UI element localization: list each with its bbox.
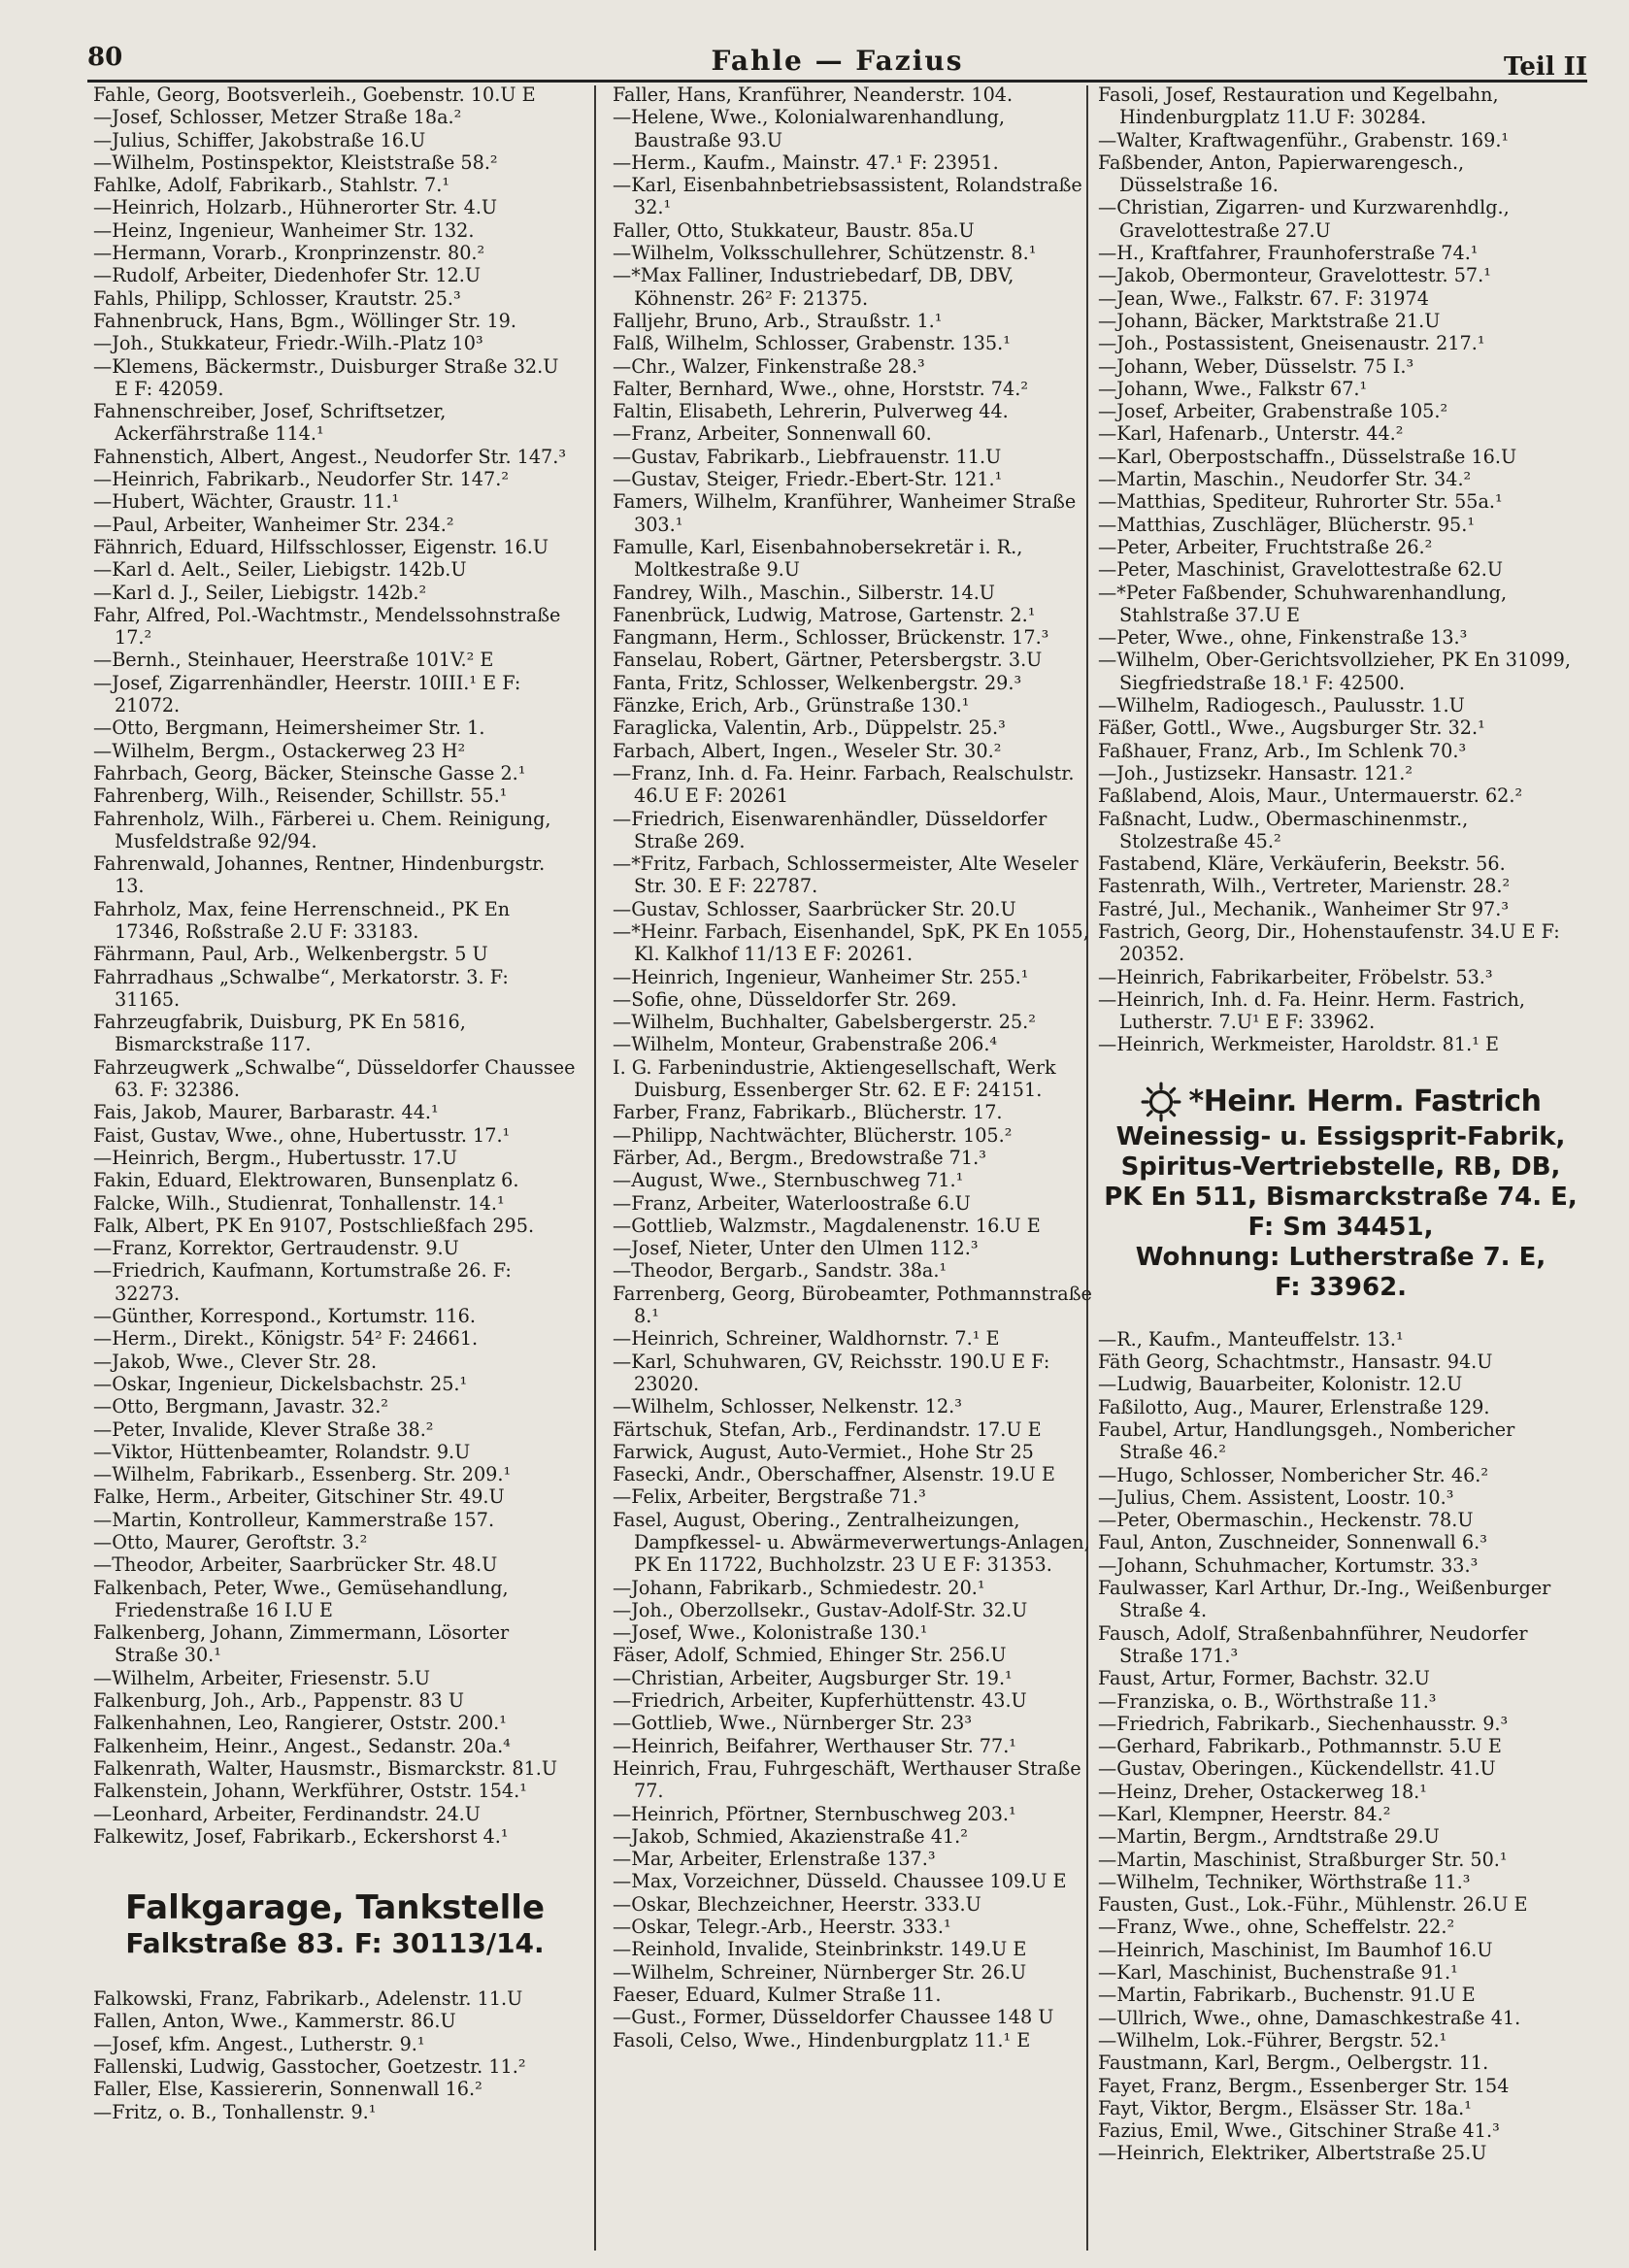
- directory-entry: —Bernh., Steinhauer, Heerstraße 101V.² E: [93, 649, 494, 672]
- directory-entry: —Gustav, Steiger, Friedr.-Ebert-Str. 121.¹: [613, 468, 1003, 491]
- directory-entry: Fastré, Jul., Mechanik., Wanheimer Str 97.³: [1098, 897, 1510, 920]
- directory-entry: —R., Kaufm., Manteuffelstr. 13.¹: [1098, 1327, 1404, 1351]
- directory-entry: —Josef, Schlosser, Metzer Straße 18a.²: [93, 106, 462, 129]
- directory-entry: Fasoli, Josef, Restauration und Kegelbahn, Hindenburgplatz 11.U F: 30284.: [1098, 83, 1499, 129]
- directory-entry: —Heinz, Dreher, Ostackerweg 18.¹: [1098, 1780, 1427, 1803]
- directory-entry: I. G. Farbenindustrie, Aktiengesellschaft, Werk Duisburg, Essenberger Str. 62. E F: 24151.: [613, 1055, 1056, 1102]
- directory-entry: Fausten, Gust., Lok.-Führ., Mühlenstr. 26.U E: [1098, 1893, 1528, 1917]
- directory-entry: Fahrzeugfabrik, Duisburg, PK En 5816, Bismarckstraße 117.: [93, 1011, 466, 1056]
- directory-entry: —Otto, Maurer, Geroftstr. 3.²: [93, 1531, 368, 1553]
- directory-entry: —Martin, Maschin., Neudorfer Str. 34.²: [1098, 468, 1472, 491]
- directory-entry: —Heinrich, Bergm., Hubertusstr. 17.U: [93, 1146, 458, 1169]
- directory-entry: Falkenstein, Johann, Werkführer, Oststr. 154.¹: [93, 1780, 527, 1803]
- directory-entry: Fäser, Adolf, Schmied, Ehinger Str. 256.U: [613, 1644, 1007, 1667]
- directory-entry: Fakin, Eduard, Elektrowaren, Bunsenplatz 6.: [93, 1169, 519, 1192]
- directory-entry: Faßhauer, Franz, Arb., Im Schlenk 70.³: [1098, 739, 1467, 762]
- directory-entry: Falkenheim, Heinr., Angest., Sedanstr. 20a.⁴: [93, 1734, 511, 1757]
- directory-entry: Falkenhahnen, Leo, Rangierer, Oststr. 200.¹: [93, 1712, 507, 1735]
- directory-entry: Faubel, Artur, Handlungsgeh., Nombericher Straße 46.²: [1098, 1418, 1515, 1464]
- ad-line: Weinessig- u. Essigsprit-Fabrik,: [1115, 1121, 1566, 1151]
- directory-entry: —Karl d. J., Seiler, Liebigstr. 142b.²: [93, 581, 427, 604]
- directory-entry: Fazius, Emil, Wwe., Gitschiner Straße 41.³: [1098, 2119, 1500, 2143]
- directory-entry: —*Peter Faßbender, Schuhwarenhandlung, Stahlstraße 37.U E: [1098, 581, 1508, 626]
- directory-entry: —Theodor, Bergarb., Sandstr. 38a.¹: [613, 1259, 947, 1283]
- directory-entry: —Johann, Wwe., Falkstr 67.¹: [1098, 377, 1368, 400]
- directory-entry: —Wilhelm, Ober-Gerichtsvollzieher, PK En 31099, Siegfriedstraße 18.¹ F: 42500.: [1098, 649, 1571, 694]
- directory-entry: —*Heinr. Farbach, Eisenhandel, SpK, PK En 1055, Kl. Kalkhof 11/13 E F: 20261.: [613, 919, 1089, 966]
- directory-entry: —Karl, Maschinist, Buchenstraße 91.¹: [1098, 1961, 1458, 1984]
- directory-entry: —Heinrich, Beifahrer, Werthauser Str. 77.¹: [613, 1734, 1017, 1757]
- directory-entry: —Joh., Oberzollsekr., Gustav-Adolf-Str. 32.U: [613, 1598, 1028, 1621]
- directory-entry: Faul, Anton, Zuschneider, Sonnenwall 6.³: [1098, 1531, 1487, 1554]
- directory-entry: Famulle, Karl, Eisenbahnobersekretär i. R., Moltkestraße 9.U: [613, 535, 1023, 582]
- directory-entry: —Karl, Schuhwaren, GV, Reichsstr. 190.U E F: 23020.: [613, 1350, 1050, 1395]
- directory-entry: —Wilhelm, Techniker, Wörthstraße 11.³: [1098, 1870, 1471, 1893]
- directory-entry: —Oskar, Telegr.-Arb., Heerstr. 333.¹: [613, 1916, 951, 1939]
- directory-entry: Farber, Franz, Fabrikarb., Blücherstr. 17.: [613, 1101, 1003, 1124]
- directory-entry: —Matthias, Zuschläger, Blücherstr. 95.¹: [1098, 513, 1476, 536]
- part-label: Teil II: [1503, 52, 1587, 82]
- directory-entry: —Heinrich, Schreiner, Waldhornstr. 7.¹ E: [613, 1327, 1000, 1351]
- directory-entry: —Reinhold, Invalide, Steinbrinkstr. 149.U E: [613, 1938, 1027, 1961]
- directory-entry: Falß, Wilhelm, Schlosser, Grabenstr. 135.¹: [613, 332, 1011, 355]
- directory-entry: Fandrey, Wilh., Maschin., Silberstr. 14.U: [613, 581, 995, 604]
- directory-entry: —Peter, Maschinist, Gravelottestraße 62.U: [1098, 558, 1504, 582]
- directory-entry: Faltin, Elisabeth, Lehrerin, Pulverweg 44.: [613, 400, 1009, 423]
- directory-entry: Faller, Hans, Kranführer, Neanderstr. 104.: [613, 83, 1014, 106]
- directory-entry: —Gerhard, Fabrikarb., Pothmannstr. 5.U E: [1098, 1735, 1502, 1758]
- directory-entry: —Ludwig, Bauarbeiter, Kolonistr. 12.U: [1098, 1373, 1463, 1396]
- directory-entry: —Wilhelm, Monteur, Grabenstraße 206.⁴: [613, 1033, 998, 1056]
- directory-entry: Fahrzeugwerk „Schwalbe“, Düsseldorfer Chaussee 63. F: 32386.: [93, 1055, 576, 1102]
- ad-line: PK En 511, Bismarckstraße 74. E,: [1104, 1182, 1578, 1212]
- directory-entry: Färber, Ad., Bergm., Bredowstraße 71.³: [613, 1146, 986, 1169]
- ad-line: Spiritus-Vertriebstelle, RB, DB,: [1120, 1151, 1561, 1182]
- directory-entry: —Heinrich, Pförtner, Sternbuschweg 203.¹: [613, 1802, 1016, 1825]
- directory-entry: —Heinrich, Inh. d. Fa. Heinr. Herm. Fastrich, Lutherstr. 7.U¹ E F: 33962.: [1098, 987, 1526, 1034]
- directory-entry: —Christian, Arbeiter, Augsburger Str. 19.¹: [613, 1666, 1013, 1689]
- directory-entry: —Friedrich, Kaufmann, Kortumstraße 26. F: 32273.: [93, 1259, 512, 1305]
- directory-entry: Fasecki, Andr., Oberschaffner, Alsenstr. 19.U E: [613, 1463, 1055, 1486]
- directory-entry: —Paul, Arbeiter, Wanheimer Str. 234.²: [93, 513, 454, 536]
- directory-entry: —Franz, Wwe., ohne, Scheffelstr. 22.²: [1098, 1916, 1455, 1939]
- directory-entry: Falkenrath, Walter, Hausmstr., Bismarckstr. 81.U: [93, 1756, 558, 1780]
- page-number: 80: [87, 43, 123, 72]
- directory-entry: —Klemens, Bäckermstr., Duisburger Straße 32.U E F: 42059.: [93, 354, 559, 400]
- ad-title: *Heinr. Herm. Fastrich: [1188, 1084, 1542, 1118]
- directory-column-1: [93, 83, 577, 2258]
- directory-entry: —Heinrich, Holzarb., Hühnerorter Str. 4.U: [93, 196, 498, 219]
- directory-entry: —Hubert, Wächter, Graustr. 11.¹: [93, 490, 400, 514]
- directory-entry: —Joh., Postassistent, Gneisenaustr. 217.¹: [1098, 332, 1485, 355]
- directory-entry: —Oskar, Ingenieur, Dickelsbachstr. 25.¹: [93, 1372, 468, 1395]
- directory-entry: —Gustav, Fabrikarb., Liebfrauenstr. 11.U: [613, 445, 1002, 468]
- directory-entry: —Johann, Weber, Düsselstr. 75 I.³: [1098, 354, 1414, 378]
- directory-entry: —Julius, Schiffer, Jakobstraße 16.U: [93, 128, 426, 151]
- directory-entry: Faeser, Eduard, Kulmer Straße 11.: [613, 1983, 942, 2006]
- directory-entry: —Franz, Arbeiter, Sonnenwall 60.: [613, 422, 932, 446]
- directory-entry: Fastenrath, Wilh., Vertreter, Marienstr. 28.²: [1098, 875, 1511, 898]
- directory-entry: Faller, Else, Kassiererin, Sonnenwall 16.²: [93, 2078, 482, 2101]
- directory-entry: —Helene, Wwe., Kolonialwarenhandlung, Baustraße 93.U: [613, 106, 1006, 151]
- directory-entry: —Friedrich, Eisenwarenhändler, Düsseldorfer Straße 269.: [613, 807, 1047, 852]
- directory-entry: —Fritz, o. B., Tonhallenstr. 9.¹: [93, 2100, 377, 2123]
- directory-entry: —Peter, Arbeiter, Fruchtstraße 26.²: [1098, 535, 1433, 558]
- directory-entry: —Heinrich, Fabrikarbeiter, Fröbelstr. 53.³: [1098, 965, 1493, 988]
- directory-entry: —Wilhelm, Radiogesch., Paulusstr. 1.U: [1098, 694, 1465, 717]
- directory-entry: —Franz, Arbeiter, Waterloostraße 6.U: [613, 1191, 971, 1215]
- directory-entry: Falljehr, Bruno, Arb., Straußstr. 1.¹: [613, 309, 943, 332]
- directory-entry: —Gustav, Schlosser, Saarbrücker Str. 20.U: [613, 897, 1016, 920]
- directory-entry: —Herm., Kaufm., Mainstr. 47.¹ F: 23951.: [613, 150, 999, 174]
- directory-entry: Farbach, Albert, Ingen., Weseler Str. 30.²: [613, 739, 1002, 762]
- directory-entry: Faßbender, Anton, Papierwarengesch., Düsselstraße 16.: [1098, 150, 1465, 197]
- directory-entry: —Ullrich, Wwe., ohne, Damaschkestraße 41.: [1098, 2006, 1521, 2029]
- directory-column-3: [1098, 83, 1583, 2258]
- directory-entry: —Karl, Klempner, Heerstr. 84.²: [1098, 1803, 1391, 1825]
- directory-entry: —Friedrich, Fabrikarb., Siechenhausstr. 9.³: [1098, 1712, 1509, 1735]
- directory-entry: Faßnacht, Ludw., Obermaschinenmstr., Stolzestraße 45.²: [1098, 807, 1469, 852]
- directory-entry: —Theodor, Arbeiter, Saarbrücker Str. 48.U: [93, 1553, 498, 1577]
- column-divider: [594, 85, 596, 2251]
- directory-column-2: [613, 83, 1098, 2258]
- directory-entry: —Jakob, Wwe., Clever Str. 28.: [93, 1350, 378, 1373]
- directory-entry: Faist, Gustav, Wwe., ohne, Hubertusstr. 17.¹: [93, 1123, 511, 1147]
- directory-entry: —Johann, Bäcker, Marktstraße 21.U: [1098, 309, 1441, 332]
- directory-entry: Fanta, Fritz, Schlosser, Welkenbergstr. 29.³: [613, 671, 1022, 694]
- directory-entry: Faraglicka, Valentin, Arb., Düppelstr. 25.³: [613, 717, 1006, 740]
- directory-entry: Falkowski, Franz, Fabrikarb., Adelenstr. 11.U: [93, 1987, 523, 2011]
- directory-entry: —Heinz, Ingenieur, Wanheimer Str. 132.: [93, 218, 475, 242]
- directory-entry: Fahnenbruck, Hans, Bgm., Wöllinger Str. 19.: [93, 309, 516, 332]
- falkgarage-advertisement: [93, 1888, 577, 1960]
- directory-entry: —Josef, kfm. Angest., Lutherstr. 9.¹: [93, 2032, 425, 2055]
- page-title: Fahle — Fazius: [711, 45, 964, 77]
- directory-entry: —Wilhelm, Schreiner, Nürnberger Str. 26.U: [613, 1960, 1027, 1984]
- directory-entry: —Julius, Chem. Assistent, Loostr. 10.³: [1098, 1485, 1454, 1509]
- directory-entry: —Josef, Nieter, Unter den Ulmen 112.³: [613, 1237, 979, 1260]
- directory-entry: Fallenski, Ludwig, Gasstocher, Goetzestr. 11.²: [93, 2055, 526, 2079]
- directory-entry: Fahrenholz, Wilh., Färberei u. Chem. Reinigung, Musfeldstraße 92/94.: [93, 807, 551, 852]
- directory-entry: —Sofie, ohne, Düsseldorfer Str. 269.: [613, 987, 957, 1011]
- directory-entry: —Wilhelm, Bergm., Ostackerweg 23 H²: [93, 739, 466, 762]
- directory-entry: —Christian, Zigarren- und Kurzwarenhdlg., Gravelottestraße 27.U: [1098, 196, 1510, 242]
- directory-entry: Farwick, August, Auto-Vermiet., Hohe Str 25: [613, 1440, 1034, 1463]
- directory-entry: —Heinrich, Ingenieur, Wanheimer Str. 255.¹: [613, 965, 1029, 988]
- ad-line: Wohnung: Lutherstraße 7. E,: [1135, 1242, 1546, 1272]
- directory-entry: Fahle, Georg, Bootsverleih., Goebenstr. 10.U E: [93, 83, 536, 106]
- directory-entry: —Oskar, Blechzeichner, Heerstr. 333.U: [613, 1892, 981, 1916]
- directory-entry: Fastabend, Kläre, Verkäuferin, Beekstr. 56.: [1098, 852, 1506, 876]
- directory-entry: Fanselau, Robert, Gärtner, Petersbergstr. 3.U: [613, 649, 1043, 672]
- directory-entry: —Gust., Former, Düsseldorfer Chaussee 148 U: [613, 2006, 1054, 2029]
- directory-entry: Fahrradhaus „Schwalbe“, Merkatorstr. 3. F: 31165.: [93, 965, 509, 1011]
- directory-entry: —H., Kraftfahrer, Fraunhoferstraße 74.¹: [1098, 242, 1479, 265]
- directory-entry: —Matthias, Spediteur, Ruhrorter Str. 55a.¹: [1098, 490, 1503, 514]
- directory-entry: —Felix, Arbeiter, Bergstraße 71.³: [613, 1485, 926, 1509]
- page-header: [87, 35, 1587, 83]
- directory-entry: —Otto, Bergmann, Heimersheimer Str. 1.: [93, 717, 485, 740]
- directory-entry: —Rudolf, Arbeiter, Diedenhofer Str. 12.U: [93, 264, 482, 287]
- directory-entry: Fasoli, Celso, Wwe., Hindenburgplatz 11.¹ E: [613, 2028, 1031, 2051]
- directory-entry: Fastrich, Georg, Dir., Hohenstaufenstr. 34.U E F: 20352.: [1098, 919, 1560, 966]
- directory-entry: —Peter, Wwe., ohne, Finkenstraße 13.³: [1098, 626, 1468, 650]
- directory-entry: —Franziska, o. B., Wörthstraße 11.³: [1098, 1689, 1437, 1713]
- directory-entry: Fanenbrück, Ludwig, Matrose, Gartenstr. 2.¹: [613, 603, 1036, 626]
- directory-entry: Faßlabend, Alois, Maur., Untermauerstr. 62.²: [1098, 784, 1523, 808]
- directory-entry: Fahnenschreiber, Josef, Schriftsetzer, Ackerfährstraße 114.¹: [93, 400, 447, 446]
- directory-entry: —Heinrich, Elektriker, Albertstraße 25.U: [1098, 2142, 1487, 2165]
- directory-entry: Faller, Otto, Stukkateur, Baustr. 85a.U: [613, 218, 975, 242]
- directory-entry: Färtschuk, Stefan, Arb., Ferdinandstr. 17.U E: [613, 1418, 1042, 1441]
- ad-title: Falkgarage, Tankstelle: [124, 1888, 546, 1928]
- directory-entry: —Hermann, Vorarb., Kronprinzenstr. 80.²: [93, 242, 485, 265]
- directory-entry: Fayet, Franz, Bergm., Essenberger Str. 154: [1098, 2074, 1510, 2097]
- directory-entry: Fahrenwald, Johannes, Rentner, Hindenburgstr. 13.: [93, 852, 546, 898]
- directory-entry: Heinrich, Frau, Fuhrgeschäft, Werthauser Straße 77.: [613, 1756, 1081, 1803]
- directory-entry: Fais, Jakob, Maurer, Barbarastr. 44.¹: [93, 1101, 439, 1124]
- directory-entry: —Wilhelm, Arbeiter, Friesenstr. 5.U: [93, 1666, 431, 1689]
- directory-entry: —Gottlieb, Walzmstr., Magdalenenstr. 16.U E: [613, 1214, 1041, 1237]
- ad-line: F: Sm 34451,: [1247, 1212, 1434, 1242]
- sunburst-logo-icon: [1141, 1082, 1181, 1122]
- directory-entry: —Jakob, Obermonteur, Gravelottestr. 57.¹: [1098, 264, 1491, 287]
- directory-entry: —Franz, Korrektor, Gertraudenstr. 9.U: [93, 1237, 459, 1260]
- directory-entry: —Karl d. Aelt., Seiler, Liebigstr. 142b.U: [93, 558, 467, 582]
- directory-entry: —Josef, Arbeiter, Grabenstraße 105.²: [1098, 400, 1448, 423]
- directory-entry: Falcke, Wilh., Studienrat, Tonhallenstr. 14.¹: [93, 1191, 505, 1215]
- directory-entry: —Johann, Fabrikarb., Schmiedestr. 20.¹: [613, 1576, 985, 1599]
- directory-entry: Fähnrich, Eduard, Hilfsschlosser, Eigenstr. 16.U: [93, 535, 549, 558]
- directory-entry: —Mar, Arbeiter, Erlenstraße 137.³: [613, 1848, 936, 1871]
- fastrich-advertisement: [1098, 1082, 1583, 1303]
- directory-entry: —Leonhard, Arbeiter, Ferdinandstr. 24.U: [93, 1802, 481, 1825]
- directory-entry: —Wilhelm, Lok.-Führer, Bergstr. 52.¹: [1098, 2028, 1447, 2051]
- directory-entry: —Philipp, Nachtwächter, Blücherstr. 105.²: [613, 1123, 1013, 1147]
- directory-entry: Falk, Albert, PK En 9107, Postschließfach 295.: [93, 1214, 535, 1237]
- directory-entry: Farrenberg, Georg, Bürobeamter, Pothmannstraße 8.¹: [613, 1282, 1092, 1328]
- directory-entry: —Josef, Zigarrenhändler, Heerstr. 10III.¹ E F: 21072.: [93, 671, 521, 717]
- directory-entry: —Heinrich, Fabrikarb., Neudorfer Str. 147.²: [93, 468, 510, 491]
- directory-entry: Fahrbach, Georg, Bäcker, Steinsche Gasse 2.¹: [93, 761, 526, 784]
- directory-entry: —Karl, Oberpostschaffn., Düsselstraße 16.U: [1098, 445, 1517, 468]
- directory-entry: —Otto, Bergmann, Javastr. 32.²: [93, 1395, 388, 1418]
- directory-entry: —Joh., Justizsekr. Hansastr. 121.²: [1098, 761, 1413, 784]
- directory-entry: —Gottlieb, Wwe., Nürnberger Str. 23³: [613, 1712, 973, 1735]
- directory-entry: —Wilhelm, Schlosser, Nelkenstr. 12.³: [613, 1395, 962, 1418]
- directory-entry: —Chr., Walzer, Finkenstraße 28.³: [613, 354, 925, 378]
- directory-entry: Fasel, August, Obering., Zentralheizungen, Dampfkessel- u. Abwärmeverwertungs-Anlagen, PK En 11722, Buchholzstr. 23 U E F: 31353.: [613, 1508, 1090, 1577]
- directory-entry: Falke, Herm., Arbeiter, Gitschiner Str. 49.U: [93, 1485, 505, 1509]
- directory-entry: Fahr, Alfred, Pol.-Wachtmstr., Mendelssohnstraße 17.²: [93, 603, 561, 650]
- directory-entry: Fährmann, Paul, Arb., Welkenbergstr. 5 U: [93, 943, 488, 966]
- directory-entry: —Martin, Maschinist, Straßburger Str. 50.¹: [1098, 1848, 1508, 1871]
- directory-entry: Fahrenberg, Wilh., Reisender, Schillstr. 55.¹: [93, 784, 508, 808]
- directory-entry: Faßilotto, Aug., Maurer, Erlenstraße 129.: [1098, 1395, 1490, 1418]
- directory-entry: —Franz, Inh. d. Fa. Heinr. Farbach, Realschulstr. 46.U E F: 20261: [613, 761, 1075, 808]
- directory-entry: —Heinrich, Maschinist, Im Baumhof 16.U: [1098, 1938, 1493, 1961]
- directory-entry: Fallen, Anton, Wwe., Kammerstr. 86.U: [93, 2010, 456, 2033]
- directory-entry: —Hugo, Schlosser, Nombericher Str. 46.²: [1098, 1463, 1489, 1486]
- directory-entry: —*Fritz, Farbach, Schlossermeister, Alte Weseler Str. 30. E F: 22787.: [613, 852, 1079, 898]
- directory-entry: Fayt, Viktor, Bergm., Elsässer Str. 18a.¹: [1098, 2096, 1472, 2119]
- directory-entry: Falkenburg, Joh., Arb., Pappenstr. 83 U: [93, 1689, 464, 1713]
- directory-entry: —Johann, Schuhmacher, Kortumstr. 33.³: [1098, 1553, 1479, 1577]
- directory-entry: Fäßer, Gottl., Wwe., Augsburger Str. 32.¹: [1098, 717, 1485, 740]
- directory-entry: Falkenbach, Peter, Wwe., Gemüsehandlung, Friedenstraße 16 I.U E: [93, 1576, 509, 1621]
- directory-entry: Faust, Artur, Former, Bachstr. 32.U: [1098, 1667, 1430, 1690]
- directory-entry: —Martin, Kontrolleur, Kammerstraße 157.: [93, 1508, 495, 1531]
- directory-entry: —Martin, Fabrikarb., Buchenstr. 91.U E: [1098, 1984, 1476, 2007]
- directory-entry: —*Max Falliner, Industriebedarf, DB, DBV, Köhnenstr. 26² F: 21375.: [613, 264, 1014, 310]
- directory-entry: Fahnenstich, Albert, Angest., Neudorfer Str. 147.³: [93, 445, 567, 468]
- directory-entry: —Walter, Kraftwagenführ., Grabenstr. 169.¹: [1098, 128, 1510, 151]
- directory-entry: Fangmann, Herm., Schlosser, Brückenstr. 17.³: [613, 626, 1049, 650]
- directory-entry: —Wilhelm, Volksschullehrer, Schützenstr. 8.¹: [613, 242, 1037, 265]
- directory-entry: Faulwasser, Karl Arthur, Dr.-Ing., Weißenburger Straße 4.: [1098, 1577, 1551, 1622]
- ad-line: F: 33962.: [1274, 1272, 1408, 1302]
- directory-entry: Fäth Georg, Schachtmstr., Hansastr. 94.U: [1098, 1351, 1493, 1374]
- directory-entry: Fahls, Philipp, Schlosser, Krautstr. 25.³: [93, 286, 461, 310]
- directory-entry: Falkewitz, Josef, Fabrikarb., Eckershorst 4.¹: [93, 1824, 509, 1848]
- directory-entry: —August, Wwe., Sternbuschweg 71.¹: [613, 1169, 964, 1192]
- directory-entry: Famers, Wilhelm, Kranführer, Wanheimer Straße 303.¹: [613, 490, 1077, 536]
- directory-entry: —Herm., Direkt., Königstr. 54² F: 24661.: [93, 1327, 479, 1351]
- directory-entry: —Peter, Obermaschin., Heckenstr. 78.U: [1098, 1509, 1474, 1532]
- directory-entry: Fänzke, Erich, Arb., Grünstraße 130.¹: [613, 694, 970, 717]
- directory-entry: —Viktor, Hüttenbeamter, Rolandstr. 9.U: [93, 1440, 471, 1463]
- directory-entry: —Karl, Hafenarb., Unterstr. 44.²: [1098, 422, 1404, 446]
- directory-entry: —Wilhelm, Buchhalter, Gabelsbergerstr. 25.²: [613, 1011, 1036, 1034]
- directory-entry: —Karl, Eisenbahnbetriebsassistent, Rolandstraße 32.¹: [613, 174, 1082, 219]
- directory-entry: —Max, Vorzeichner, Düsseld. Chaussee 109.U E: [613, 1870, 1067, 1893]
- directory-entry: —Heinrich, Werkmeister, Haroldstr. 81.¹ E: [1098, 1033, 1499, 1056]
- ad-address: Falkstraße 83. F: 30113/14.: [125, 1927, 545, 1960]
- directory-entry: —Jakob, Schmied, Akazienstraße 41.²: [613, 1824, 968, 1848]
- directory-entry: —Peter, Invalide, Klever Straße 38.²: [93, 1418, 434, 1441]
- directory-entry: —Joh., Stukkateur, Friedr.-Wilh.-Platz 10³: [93, 332, 483, 355]
- directory-entry: Fahlke, Adolf, Fabrikarb., Stahlstr. 7.¹: [93, 174, 450, 197]
- directory-entry: —Gustav, Oberingen., Kückendellstr. 41.U: [1098, 1757, 1496, 1781]
- directory-entry: Falter, Bernhard, Wwe., ohne, Horststr. 74.²: [613, 377, 1029, 400]
- directory-entry: —Wilhelm, Postinspektor, Kleiststraße 58.²: [93, 150, 498, 174]
- directory-entry: —Günther, Korrespond., Kortumstr. 116.: [93, 1305, 476, 1328]
- directory-entry: —Martin, Bergm., Arndtstraße 29.U: [1098, 1825, 1440, 1849]
- directory-entry: —Wilhelm, Fabrikarb., Essenberg. Str. 209.¹: [93, 1463, 512, 1486]
- directory-entry: Fausch, Adolf, Straßenbahnführer, Neudorfer Straße 171.³: [1098, 1621, 1528, 1667]
- directory-entry: Faustmann, Karl, Bergm., Oelbergstr. 11.: [1098, 2051, 1489, 2075]
- directory-entry: Falkenberg, Johann, Zimmermann, Lösorter Straße 30.¹: [93, 1621, 510, 1667]
- directory-entry: —Friedrich, Arbeiter, Kupferhüttenstr. 43.U: [613, 1689, 1027, 1713]
- directory-entry: —Josef, Wwe., Kolonistraße 130.¹: [613, 1621, 928, 1645]
- directory-entry: Fahrholz, Max, feine Herrenschneid., PK En 17346, Roßstraße 2.U F: 33183.: [93, 897, 511, 943]
- directory-entry: —Jean, Wwe., Falkstr. 67. F: 31974: [1098, 286, 1429, 310]
